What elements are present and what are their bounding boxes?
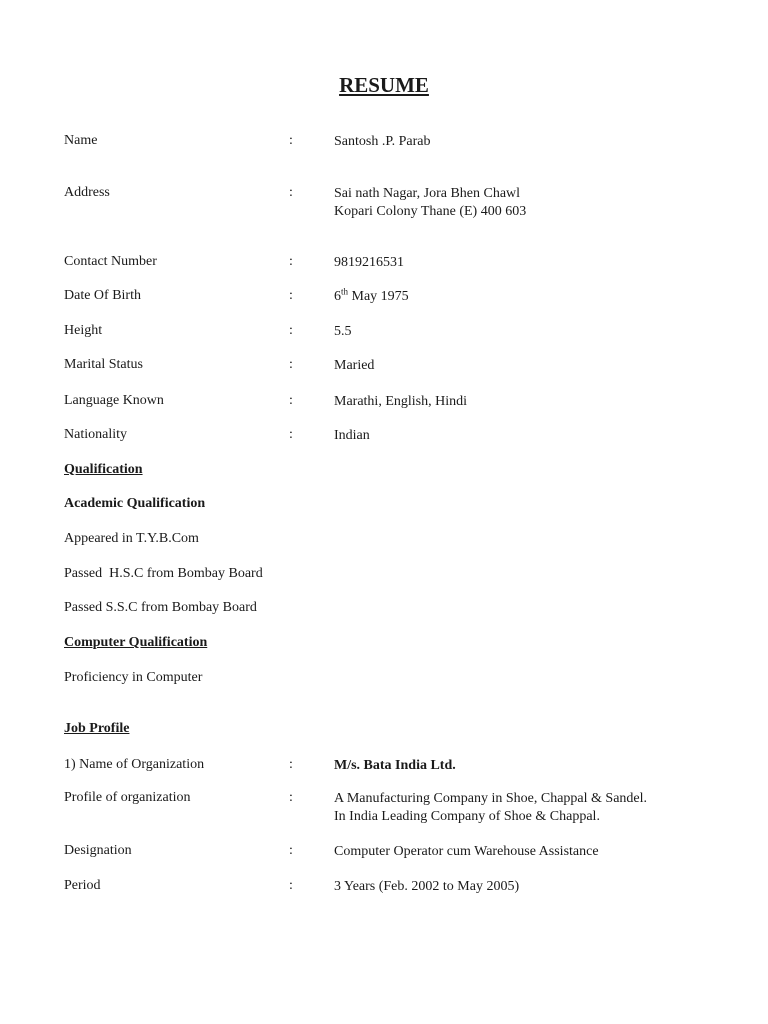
address-colon: : [289, 185, 293, 200]
marital-row [0, 357, 768, 377]
academic-item: Passed S.S.C from Bombay Board [64, 600, 257, 615]
height-row [0, 323, 768, 343]
nationality-value: Indian [334, 428, 370, 443]
height-colon: : [289, 323, 293, 338]
period-colon: : [289, 878, 293, 893]
contact-value: 9819216531 [334, 255, 404, 270]
designation-row [0, 843, 768, 863]
height-label: Height [64, 323, 103, 338]
contact-colon: : [289, 254, 293, 269]
qualification-heading: Qualification [64, 462, 143, 477]
contact-label: Contact Number [64, 254, 157, 269]
dob-label: Date Of Birth [64, 288, 141, 303]
org-profile-colon: : [289, 790, 293, 805]
organization-value: M/s. Bata India Ltd. [334, 758, 456, 773]
designation-colon: : [289, 843, 293, 858]
marital-colon: : [289, 357, 293, 372]
dob-suffix: th [341, 286, 349, 297]
dob-day: 6 [334, 289, 341, 304]
designation-label: Designation [64, 843, 132, 858]
period-label: Period [64, 878, 101, 893]
marital-value: Maried [334, 358, 375, 373]
org-profile-line-1: A Manufacturing Company in Shoe, Chappal & Sandel. [334, 791, 648, 806]
language-value: Marathi, English, Hindi [334, 394, 467, 409]
address-line-1: Sai nath Nagar, Jora Bhen Chawl [334, 186, 521, 201]
language-label: Language Known [64, 393, 164, 408]
name-row [0, 133, 768, 153]
organization-row [0, 757, 768, 777]
academic-qualification-heading: Academic Qualification [64, 496, 206, 511]
height-value: 5.5 [334, 324, 352, 339]
address-value [334, 185, 526, 221]
nationality-row [0, 427, 768, 447]
name-label: Name [64, 133, 98, 148]
job-profile-heading: Job Profile [64, 721, 130, 736]
name-colon: : [289, 133, 293, 148]
org-profile-value [334, 790, 647, 826]
computer-item: Proficiency in Computer [64, 670, 203, 685]
dob-value [334, 288, 409, 306]
nationality-label: Nationality [64, 427, 127, 442]
name-value: Santosh .P. Parab [334, 134, 431, 149]
marital-label: Marital Status [64, 357, 143, 372]
academic-item: Appeared in T.Y.B.Com [64, 531, 199, 546]
language-colon: : [289, 393, 293, 408]
address-line-2: Kopari Colony Thane (E) 400 603 [334, 204, 527, 219]
org-profile-row [0, 790, 768, 824]
dob-colon: : [289, 288, 293, 303]
language-row [0, 393, 768, 413]
address-row [0, 185, 768, 219]
org-profile-label: Profile of organization [64, 790, 191, 805]
resume-title: RESUME [339, 73, 429, 97]
computer-qualification-heading: Computer Qualification [64, 635, 208, 650]
contact-row [0, 254, 768, 274]
organization-label: 1) Name of Organization [64, 757, 205, 772]
designation-value: Computer Operator cum Warehouse Assistance [334, 844, 599, 859]
address-label: Address [64, 185, 110, 200]
organization-colon: : [289, 757, 293, 772]
academic-item: Passed H.S.C from Bombay Board [64, 566, 263, 581]
period-row [0, 878, 768, 898]
dob-rest: May 1975 [348, 289, 409, 304]
dob-row [0, 288, 768, 308]
nationality-colon: : [289, 427, 293, 442]
org-profile-line-2: In India Leading Company of Shoe & Chappal. [334, 809, 600, 824]
period-value: 3 Years (Feb. 2002 to May 2005) [334, 879, 520, 894]
